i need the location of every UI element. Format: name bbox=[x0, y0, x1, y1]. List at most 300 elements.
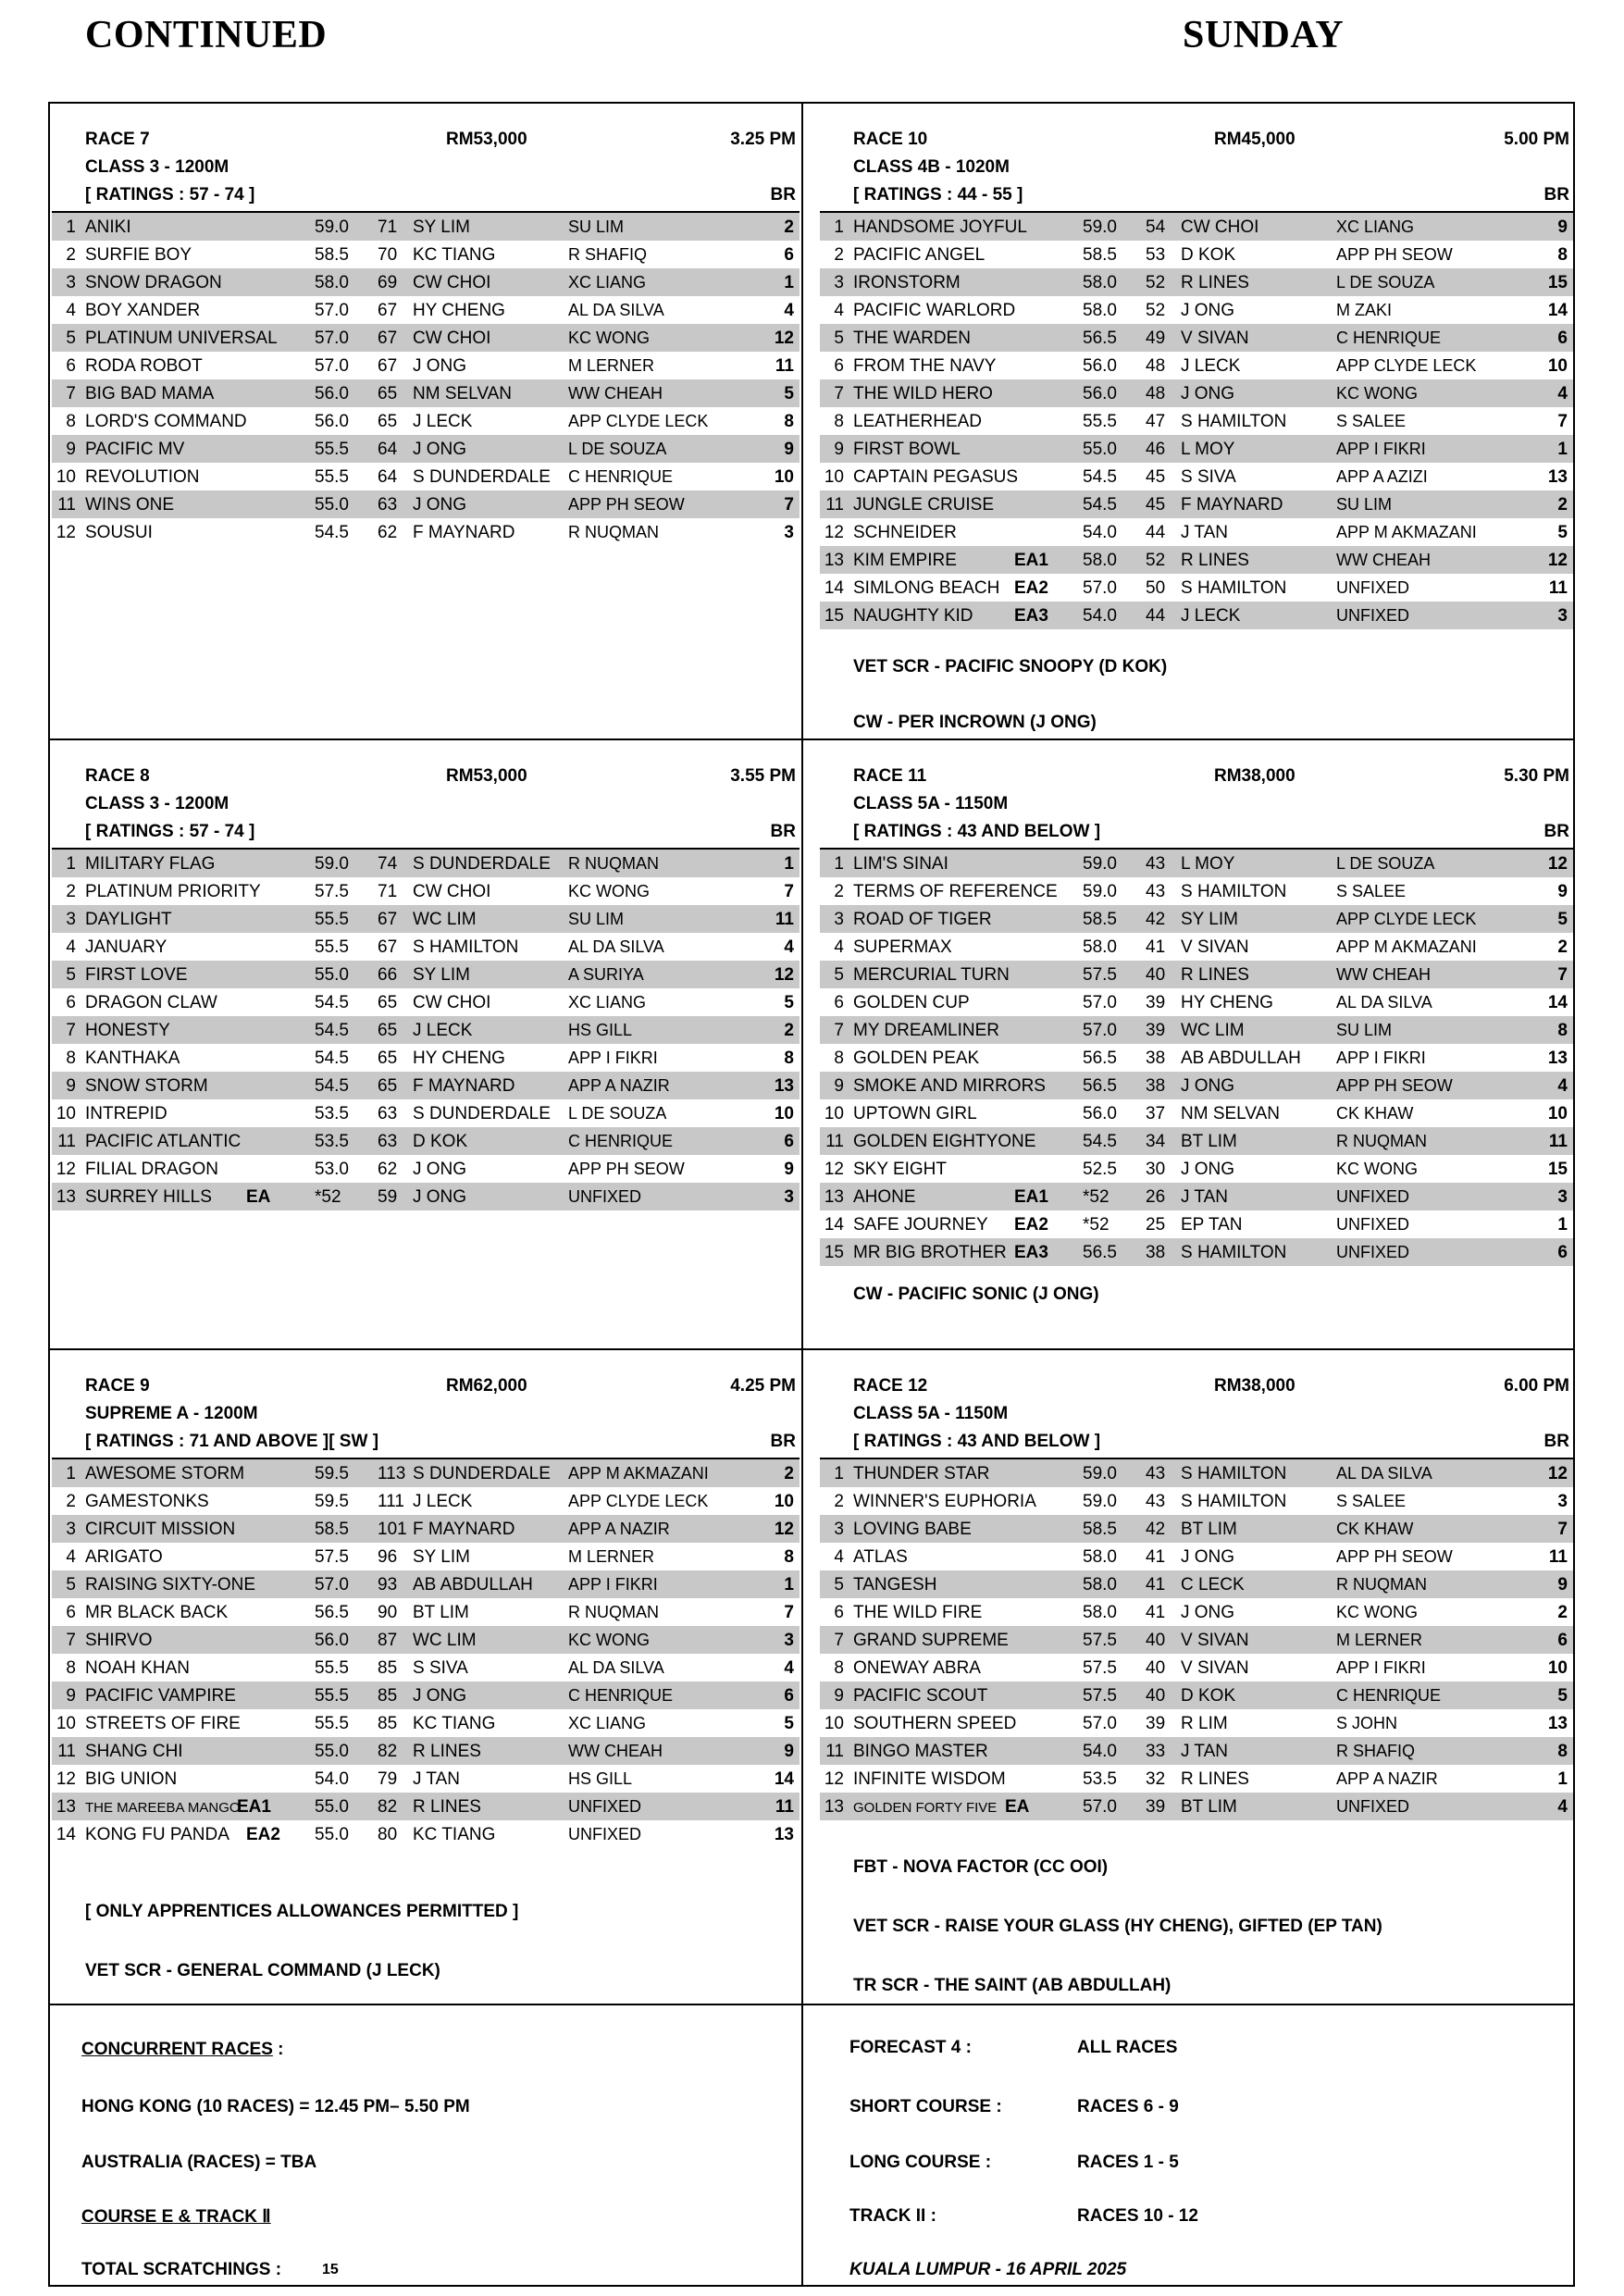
jockey: J ONG bbox=[1181, 1547, 1235, 1567]
jockey: WC LIM bbox=[413, 1631, 477, 1650]
race-note: VET SCR - PACIFIC SNOOPY (D KOK) bbox=[853, 657, 1168, 676]
runner-number: 4 bbox=[834, 937, 844, 957]
emergency-acceptor: EA bbox=[246, 1187, 271, 1207]
race-panel bbox=[52, 130, 800, 546]
horse-name: KIM EMPIRE bbox=[853, 551, 957, 570]
jockey: S DUNDERDALE bbox=[413, 854, 551, 874]
trainer: UNFIXED bbox=[1336, 578, 1410, 597]
weight: 55.0 bbox=[315, 1742, 349, 1761]
jockey: J LECK bbox=[413, 1021, 473, 1040]
race-panel bbox=[52, 766, 800, 1210]
barrier: 2 bbox=[1557, 937, 1568, 957]
rating: 41 bbox=[1146, 1575, 1166, 1595]
weight: 53.5 bbox=[315, 1132, 349, 1151]
trainer: L DE SOUZA bbox=[1336, 273, 1435, 292]
horse-name: TANGESH bbox=[853, 1575, 937, 1595]
horse-name: MR BIG BROTHER bbox=[853, 1243, 1007, 1262]
barrier: 4 bbox=[1557, 384, 1568, 403]
weight: 59.0 bbox=[1083, 217, 1117, 237]
runner-number: 5 bbox=[834, 329, 844, 348]
jockey: J ONG bbox=[413, 1187, 467, 1207]
weight: 59.5 bbox=[315, 1464, 349, 1483]
trainer: S SALEE bbox=[1336, 412, 1407, 430]
runner-number: 6 bbox=[834, 993, 844, 1012]
barrier: 2 bbox=[784, 217, 794, 237]
runner-number: 3 bbox=[834, 910, 844, 929]
barrier: 2 bbox=[1557, 1603, 1568, 1622]
horse-name: SNOW DRAGON bbox=[85, 273, 222, 292]
trainer: WW CHEAH bbox=[568, 1742, 663, 1760]
barrier: 10 bbox=[1547, 1104, 1568, 1123]
runner-row bbox=[52, 435, 800, 463]
trainer: AL DA SILVA bbox=[1336, 1464, 1432, 1483]
runner-number: 2 bbox=[66, 1492, 76, 1511]
barrier: 4 bbox=[784, 937, 794, 957]
barrier-header: BR bbox=[1543, 185, 1569, 205]
rating: 41 bbox=[1146, 937, 1166, 957]
race-time: 6.00 PM bbox=[1504, 1376, 1569, 1396]
trainer: APP A NAZIR bbox=[1336, 1769, 1438, 1788]
trainer: UNFIXED bbox=[568, 1797, 642, 1816]
barrier: 10 bbox=[774, 1492, 794, 1511]
horse-name: IRONSTORM bbox=[853, 273, 961, 292]
trainer: APP PH SEOW bbox=[568, 495, 685, 514]
runner-number: 2 bbox=[66, 882, 76, 901]
trainer: S JOHN bbox=[1336, 1714, 1398, 1732]
runner-number: 8 bbox=[66, 1658, 76, 1678]
runner-row bbox=[820, 518, 1573, 546]
emergency-acceptor: EA bbox=[1005, 1797, 1030, 1817]
barrier: 1 bbox=[784, 854, 794, 874]
weight: 57.0 bbox=[1083, 1714, 1117, 1733]
trainer: CK KHAW bbox=[1336, 1104, 1414, 1123]
weight: 55.0 bbox=[315, 1825, 349, 1844]
runner-row bbox=[820, 435, 1573, 463]
trainer: SU LIM bbox=[1336, 495, 1393, 514]
row-divider-2 bbox=[48, 1348, 1575, 1350]
weight: 58.0 bbox=[1083, 937, 1117, 957]
weight: 54.0 bbox=[1083, 1742, 1117, 1761]
trainer: APP I FIKRI bbox=[1336, 1658, 1426, 1677]
runner-number: 6 bbox=[66, 993, 76, 1012]
jockey: CW CHOI bbox=[413, 882, 491, 901]
runner-number: 9 bbox=[66, 440, 76, 459]
jockey: R LINES bbox=[1181, 1769, 1249, 1789]
rating: 40 bbox=[1146, 1686, 1166, 1706]
rating: 33 bbox=[1146, 1742, 1166, 1761]
runner-row bbox=[820, 602, 1573, 629]
weight: 58.5 bbox=[1083, 910, 1117, 929]
runner-row bbox=[52, 1072, 800, 1099]
runner-row bbox=[52, 1183, 800, 1210]
horse-name: HONESTY bbox=[85, 1021, 170, 1040]
trainer: WW CHEAH bbox=[1336, 965, 1431, 984]
rating: 63 bbox=[378, 1104, 398, 1123]
barrier: 3 bbox=[784, 523, 794, 542]
weight: 55.5 bbox=[315, 1658, 349, 1678]
runner-row bbox=[820, 268, 1573, 296]
jockey: F MAYNARD bbox=[413, 1076, 515, 1096]
rating: 67 bbox=[378, 356, 398, 376]
barrier: 1 bbox=[784, 1575, 794, 1595]
barrier: 12 bbox=[1547, 551, 1568, 570]
weight: 57.5 bbox=[1083, 1631, 1117, 1650]
australia-line: AUSTRALIA (RACES) = TBA bbox=[81, 2153, 317, 2172]
trainer: R NUQMAN bbox=[568, 1603, 659, 1621]
runner-number: 4 bbox=[66, 1547, 76, 1567]
weight: 53.0 bbox=[315, 1160, 349, 1179]
horse-name: SIMLONG BEACH bbox=[853, 578, 1000, 598]
runner-row bbox=[52, 1820, 800, 1848]
barrier: 10 bbox=[774, 1104, 794, 1123]
weight: 56.5 bbox=[1083, 1076, 1117, 1096]
race-title: RACE 12 bbox=[853, 1376, 928, 1396]
runner-number: 10 bbox=[56, 467, 76, 487]
rating: 96 bbox=[378, 1547, 398, 1567]
rating: 32 bbox=[1146, 1769, 1166, 1789]
horse-name: ANIKI bbox=[85, 217, 131, 237]
page-header-right: SUNDAY bbox=[1183, 14, 1345, 56]
barrier: 11 bbox=[1548, 1547, 1568, 1567]
race-panel bbox=[820, 1376, 1573, 1995]
horse-name: MILITARY FLAG bbox=[85, 854, 216, 874]
horse-name: UPTOWN GIRL bbox=[853, 1104, 977, 1123]
horse-name: FROM THE NAVY bbox=[853, 356, 997, 376]
runner-number: 1 bbox=[66, 854, 76, 874]
weight: 57.5 bbox=[315, 1547, 349, 1567]
runner-row bbox=[52, 324, 800, 352]
runner-row bbox=[820, 1515, 1573, 1543]
trainer: APP I FIKRI bbox=[1336, 1049, 1426, 1067]
runner-row bbox=[52, 961, 800, 988]
rating: 41 bbox=[1146, 1547, 1166, 1567]
horse-name: BINGO MASTER bbox=[853, 1742, 988, 1761]
race-ratings: [ RATINGS : 43 AND BELOW ] bbox=[853, 822, 1101, 841]
weight: 58.5 bbox=[1083, 1520, 1117, 1539]
race-prize: RM62,000 bbox=[446, 1376, 527, 1396]
rating: 40 bbox=[1146, 1631, 1166, 1650]
barrier: 1 bbox=[1557, 1769, 1568, 1789]
runner-row bbox=[820, 1127, 1573, 1155]
runner-number: 5 bbox=[66, 1575, 76, 1595]
trainer: APP I FIKRI bbox=[568, 1575, 658, 1594]
rating: 39 bbox=[1146, 1021, 1166, 1040]
horse-name: LEATHERHEAD bbox=[853, 412, 983, 431]
weight: 58.5 bbox=[1083, 245, 1117, 265]
race-panel bbox=[820, 766, 1573, 1304]
horse-name: SURFIE BOY bbox=[85, 245, 192, 265]
rating: 111 bbox=[378, 1492, 404, 1511]
trainer: APP A NAZIR bbox=[568, 1520, 670, 1538]
rating: 49 bbox=[1146, 329, 1166, 348]
barrier: 4 bbox=[784, 1658, 794, 1678]
rating: 43 bbox=[1146, 1464, 1166, 1483]
runner-row bbox=[52, 877, 800, 905]
runner-number: 3 bbox=[834, 273, 844, 292]
trainer: WW CHEAH bbox=[1336, 551, 1431, 569]
trainer: AL DA SILVA bbox=[1336, 993, 1432, 1011]
race-note: VET SCR - GENERAL COMMAND (J LECK) bbox=[85, 1961, 440, 1980]
barrier: 4 bbox=[784, 301, 794, 320]
rating: 50 bbox=[1146, 578, 1166, 598]
rating: 113 bbox=[378, 1464, 406, 1483]
race-time: 4.25 PM bbox=[730, 1376, 796, 1396]
horse-name: KONG FU PANDA bbox=[85, 1825, 229, 1844]
trainer: UNFIXED bbox=[1336, 1187, 1410, 1206]
race-prize: RM38,000 bbox=[1214, 1376, 1295, 1396]
race-class: CLASS 5A - 1150M bbox=[853, 1404, 1009, 1423]
barrier: 10 bbox=[774, 467, 794, 487]
jockey: S DUNDERDALE bbox=[413, 1464, 551, 1483]
weight: 57.0 bbox=[315, 1575, 349, 1595]
barrier: 3 bbox=[1557, 1187, 1568, 1207]
race-note: CW - PER INCROWN (J ONG) bbox=[853, 713, 1097, 732]
trainer: XC LIANG bbox=[568, 1714, 647, 1732]
horse-name: SOUTHERN SPEED bbox=[853, 1714, 1017, 1733]
runner-row bbox=[820, 850, 1573, 877]
emergency-acceptor: EA1 bbox=[1014, 551, 1048, 570]
trainer: UNFIXED bbox=[1336, 606, 1410, 625]
trainer: XC LIANG bbox=[568, 993, 647, 1011]
race-title: RACE 8 bbox=[85, 766, 150, 786]
race-class: CLASS 3 - 1200M bbox=[85, 794, 229, 813]
runner-row bbox=[52, 1487, 800, 1515]
jockey: NM SELVAN bbox=[413, 384, 512, 403]
weight: 55.0 bbox=[315, 495, 349, 515]
jockey: C LECK bbox=[1181, 1575, 1245, 1595]
trainer: SU LIM bbox=[1336, 1021, 1393, 1039]
runner-row bbox=[820, 296, 1573, 324]
forecast-value: ALL RACES bbox=[1077, 2038, 1178, 2057]
runner-number: 11 bbox=[57, 495, 76, 515]
race-prize: RM38,000 bbox=[1214, 766, 1295, 786]
weight: 54.5 bbox=[315, 1076, 349, 1096]
trainer: L DE SOUZA bbox=[1336, 854, 1435, 873]
jockey: S HAMILTON bbox=[1181, 1243, 1287, 1262]
runner-row bbox=[820, 546, 1573, 574]
trainer: AL DA SILVA bbox=[568, 301, 664, 319]
rating: 39 bbox=[1146, 993, 1166, 1012]
runner-row bbox=[820, 1072, 1573, 1099]
barrier: 4 bbox=[1557, 1797, 1568, 1817]
race-note: TR SCR - THE SAINT (AB ABDULLAH) bbox=[853, 1976, 1172, 1995]
race-ratings: [ RATINGS : 57 - 74 ] bbox=[85, 822, 255, 841]
weight: 54.5 bbox=[315, 1021, 349, 1040]
trainer: SU LIM bbox=[568, 910, 625, 928]
horse-name: MY DREAMLINER bbox=[853, 1021, 1000, 1040]
trainer: R NUQMAN bbox=[568, 523, 659, 541]
weight: 56.0 bbox=[315, 384, 349, 403]
barrier: 7 bbox=[784, 495, 794, 515]
weight: 58.5 bbox=[315, 1520, 349, 1539]
runner-number: 15 bbox=[824, 1243, 844, 1262]
horse-name: FIRST BOWL bbox=[853, 440, 961, 459]
weight: 57.0 bbox=[315, 301, 349, 320]
barrier-header: BR bbox=[770, 185, 796, 205]
barrier: 11 bbox=[1548, 578, 1568, 598]
race-ratings-row bbox=[820, 185, 1573, 213]
race-class: CLASS 4B - 1020M bbox=[853, 157, 1010, 177]
jockey: SY LIM bbox=[413, 1547, 470, 1567]
barrier: 12 bbox=[1547, 1464, 1568, 1483]
jockey: S HAMILTON bbox=[1181, 412, 1287, 431]
jockey: CW CHOI bbox=[413, 993, 491, 1012]
trainer: R NUQMAN bbox=[568, 854, 659, 873]
runner-number: 2 bbox=[834, 882, 844, 901]
horse-name: PACIFIC ATLANTIC bbox=[85, 1132, 242, 1151]
barrier: 14 bbox=[774, 1769, 794, 1789]
rating: 52 bbox=[1146, 551, 1166, 570]
runner-row bbox=[820, 1570, 1573, 1598]
barrier: 12 bbox=[774, 1520, 794, 1539]
rating: 85 bbox=[378, 1686, 398, 1706]
weight: 53.5 bbox=[1083, 1769, 1117, 1789]
jockey: SY LIM bbox=[413, 965, 470, 985]
jockey: R LINES bbox=[1181, 551, 1249, 570]
row-divider-1 bbox=[48, 738, 1575, 740]
rating: 65 bbox=[378, 993, 398, 1012]
weight: 58.0 bbox=[315, 273, 349, 292]
weight: 57.0 bbox=[315, 329, 349, 348]
barrier: 6 bbox=[784, 1686, 794, 1706]
trainer: KC WONG bbox=[1336, 1160, 1418, 1178]
long-course-value: RACES 1 - 5 bbox=[1077, 2153, 1179, 2172]
jockey: J ONG bbox=[413, 495, 467, 515]
runner-number: 11 bbox=[825, 1132, 844, 1151]
weight: 54.5 bbox=[315, 523, 349, 542]
trainer: APP M AKMAZANI bbox=[1336, 523, 1477, 541]
jockey: R LINES bbox=[413, 1742, 481, 1761]
rating: 54 bbox=[1146, 217, 1166, 237]
race-note: [ ONLY APPRENTICES ALLOWANCES PERMITTED ] bbox=[85, 1902, 519, 1921]
rating: 67 bbox=[378, 329, 398, 348]
barrier: 6 bbox=[784, 245, 794, 265]
rating: 25 bbox=[1146, 1215, 1166, 1235]
runner-number: 3 bbox=[66, 910, 76, 929]
race-header bbox=[52, 130, 800, 157]
runner-number: 4 bbox=[834, 301, 844, 320]
runner-number: 3 bbox=[66, 273, 76, 292]
horse-name: MR BLACK BACK bbox=[85, 1603, 229, 1622]
barrier: 2 bbox=[1557, 495, 1568, 515]
weight: 56.5 bbox=[315, 1603, 349, 1622]
jockey: J ONG bbox=[1181, 301, 1235, 320]
runner-row bbox=[52, 1765, 800, 1793]
jockey: J ONG bbox=[1181, 384, 1235, 403]
weight: 58.5 bbox=[315, 245, 349, 265]
weight: 57.0 bbox=[1083, 578, 1117, 598]
weight: 56.5 bbox=[1083, 1243, 1117, 1262]
rating: 69 bbox=[378, 273, 398, 292]
runner-number: 1 bbox=[66, 217, 76, 237]
horse-name: SHANG CHI bbox=[85, 1742, 183, 1761]
column-divider bbox=[801, 102, 803, 2287]
race-time: 3.25 PM bbox=[730, 130, 796, 149]
runner-row bbox=[52, 850, 800, 877]
jockey: S HAMILTON bbox=[413, 937, 519, 957]
runner-row bbox=[820, 905, 1573, 933]
jockey: WC LIM bbox=[413, 910, 477, 929]
jockey: V SIVAN bbox=[1181, 329, 1249, 348]
trainer: M LERNER bbox=[1336, 1631, 1423, 1649]
rating: 39 bbox=[1146, 1714, 1166, 1733]
rating: 65 bbox=[378, 384, 398, 403]
horse-name: LIM'S SINAI bbox=[853, 854, 948, 874]
barrier: 11 bbox=[775, 1797, 794, 1817]
rating: 47 bbox=[1146, 412, 1166, 431]
weight: 59.0 bbox=[315, 217, 349, 237]
jockey: J ONG bbox=[413, 356, 467, 376]
runner-row bbox=[820, 1682, 1573, 1709]
jockey: S HAMILTON bbox=[1181, 578, 1287, 598]
weight: 57.5 bbox=[315, 882, 349, 901]
runner-number: 13 bbox=[56, 1797, 76, 1817]
weight: 59.5 bbox=[315, 1492, 349, 1511]
horse-name: SAFE JOURNEY bbox=[853, 1215, 988, 1235]
weight: 56.0 bbox=[315, 1631, 349, 1650]
barrier: 15 bbox=[1547, 1160, 1568, 1179]
barrier: 12 bbox=[774, 329, 794, 348]
runner-number: 7 bbox=[66, 1021, 76, 1040]
jockey: KC TIANG bbox=[413, 245, 496, 265]
barrier-header: BR bbox=[770, 1432, 796, 1451]
rating: 82 bbox=[378, 1742, 398, 1761]
runner-row bbox=[52, 352, 800, 379]
weight: 55.0 bbox=[315, 1797, 349, 1817]
race-header bbox=[820, 766, 1573, 794]
horse-name: GAMESTONKS bbox=[85, 1492, 209, 1511]
rating: 93 bbox=[378, 1575, 398, 1595]
runner-row bbox=[820, 241, 1573, 268]
trainer: APP PH SEOW bbox=[568, 1160, 685, 1178]
race-note: FBT - NOVA FACTOR (CC OOI) bbox=[853, 1857, 1109, 1877]
runner-number: 7 bbox=[834, 1631, 844, 1650]
race-prize: RM45,000 bbox=[1214, 130, 1295, 149]
runner-row bbox=[820, 1765, 1573, 1793]
runner-number: 1 bbox=[834, 1464, 844, 1483]
barrier: 1 bbox=[784, 273, 794, 292]
race-class: CLASS 5A - 1150M bbox=[853, 794, 1009, 813]
race-header bbox=[820, 130, 1573, 157]
emergency-acceptor: EA2 bbox=[246, 1825, 280, 1844]
runner-row bbox=[52, 1543, 800, 1570]
runner-number: 12 bbox=[56, 1160, 76, 1179]
weight: *52 bbox=[1083, 1187, 1110, 1207]
weight: 56.0 bbox=[1083, 1104, 1117, 1123]
runner-number: 12 bbox=[56, 523, 76, 542]
horse-name: THE WILD FIRE bbox=[853, 1603, 983, 1622]
rating: 85 bbox=[378, 1714, 398, 1733]
rating: 90 bbox=[378, 1603, 398, 1622]
rating: 52 bbox=[1146, 301, 1166, 320]
runner-row bbox=[820, 1543, 1573, 1570]
weight: 55.5 bbox=[315, 937, 349, 957]
weight: 55.5 bbox=[1083, 412, 1117, 431]
horse-name: GOLDEN EIGHTYONE bbox=[853, 1132, 1036, 1151]
barrier: 6 bbox=[1557, 1243, 1568, 1262]
rating: 30 bbox=[1146, 1160, 1166, 1179]
race-ratings: [ RATINGS : 43 AND BELOW ] bbox=[853, 1432, 1101, 1451]
jockey: HY CHENG bbox=[1181, 993, 1273, 1012]
jockey: J LECK bbox=[413, 1492, 473, 1511]
barrier: 3 bbox=[784, 1631, 794, 1650]
horse-name: WINS ONE bbox=[85, 495, 175, 515]
runner-row bbox=[52, 296, 800, 324]
race-panel bbox=[52, 1376, 800, 1980]
horse-name: PACIFIC WARLORD bbox=[853, 301, 1016, 320]
race-time: 3.55 PM bbox=[730, 766, 796, 786]
runner-row bbox=[820, 1709, 1573, 1737]
